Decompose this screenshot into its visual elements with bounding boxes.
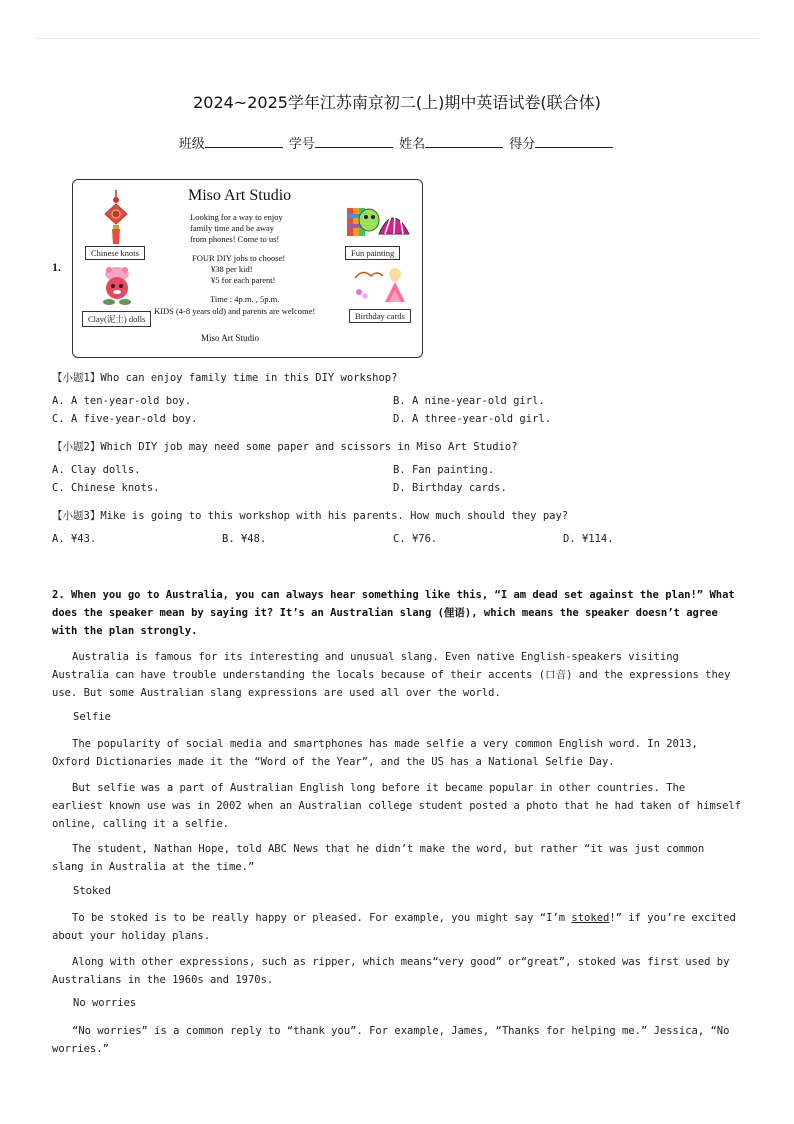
poster-kid-price: ¥38 per kid! [211, 264, 253, 274]
poster-intro-line-3: from phones! Come to us! [190, 234, 280, 244]
question-2-intro: 2. When you go to Australia, you can always hear something like this, “I am dead set against the plan!” What does the speaker mean by saying it? It’s an Australian slang (俚语), which means the speaker doesn’t agree with the plan strongly. [52, 589, 735, 637]
chinese-knot-image [101, 190, 131, 246]
class-field[interactable]: 班级 [179, 133, 285, 152]
subquestion-2-option-b[interactable]: B. Fan painting. [393, 464, 495, 476]
poster-footer: Miso Art Studio [201, 333, 260, 343]
poster-kids-welcome: KIDS (4-8 years old) and parents are welcome! [154, 306, 316, 316]
label-clay-dolls: Clay(泥土) dolls [82, 311, 151, 327]
underlined-word-stoked: stoked [571, 912, 610, 924]
section-heading-selfie: Selfie [73, 711, 111, 723]
subquestion-2-option-a[interactable]: A. Clay dolls. [52, 464, 141, 476]
subquestion-2-option-d[interactable]: D. Birthday cards. [393, 482, 507, 494]
passage-paragraph-5: To be stoked is to be really happy or pleased. For example, you might say “I’m stoked!” if you’re excited about your holiday plans. [52, 912, 736, 942]
label-birthday-cards: Birthday cards [349, 309, 411, 323]
subquestion-1-stem: 【小题1】Who can enjoy family time in this DIY workshop? [52, 372, 398, 384]
subquestion-2-option-c[interactable]: C. Chinese knots. [52, 482, 160, 494]
name-field[interactable]: 姓名 [399, 133, 505, 152]
question-1-number: 1. [52, 260, 61, 274]
passage-paragraph-7: “No worries” is a common reply to “thank you”. For example, James, “Thanks for helping me.” Jessica, “No worries.” [52, 1025, 730, 1055]
subquestion-3-option-d[interactable]: D. ¥114. [563, 533, 614, 545]
subquestion-3-stem: 【小题3】Mike is going to this workshop with his parents. How much should they pay? [52, 510, 569, 522]
student-id-field[interactable]: 学号 [289, 133, 395, 152]
top-divider [36, 38, 758, 39]
poster-time: Time : 4p.m. , 5p.m. [210, 294, 280, 304]
fun-painting-image [345, 204, 411, 240]
passage-paragraph-3: But selfie was a part of Australian English long before it became popular in other countries. The earliest known use was in 2002 when an Australian college student posted a photo that he had taken of himself online, calling it a selfie. [52, 782, 742, 830]
subquestion-1-option-b[interactable]: B. A nine-year-old girl. [393, 395, 545, 407]
subquestion-3-option-a[interactable]: A. ¥43. [52, 533, 97, 545]
poster-miso-art-studio [72, 179, 423, 358]
section-heading-no-worries: No worries [73, 997, 137, 1009]
student-info-line [0, 133, 794, 152]
subquestion-1-option-d[interactable]: D. A three-year-old girl. [393, 413, 552, 425]
passage-paragraph-2: The popularity of social media and smartphones has made selfie a very common English word. In 2013, Oxford Dictionaries made it the “Word of the Year”, and the US has a National Selfie Day. [52, 738, 698, 768]
poster-intro-line-2: family time and be away [190, 223, 275, 233]
subquestion-3-option-c[interactable]: C. ¥76. [393, 533, 438, 545]
poster-jobs-line: FOUR DIY jobs to choose! [192, 253, 286, 263]
poster-intro-line-1: Looking for a way to enjoy [190, 212, 283, 222]
poster-title: Miso Art Studio [188, 187, 292, 204]
passage-paragraph-4: The student, Nathan Hope, told ABC News that he didn’t make the word, but rather “it was just common slang in Australia at the time.” [52, 843, 705, 873]
label-fun-painting: Fun painting [345, 246, 400, 260]
subquestion-2-stem: 【小题2】Which DIY job may need some paper and scissors in Miso Art Studio? [52, 441, 518, 453]
passage-paragraph-6: Along with other expressions, such as ripper, which means“very good” or“great”, stoked was first used by Australians in the 1960s and 1970s. [52, 956, 730, 986]
label-chinese-knots: Chinese knots [85, 246, 145, 260]
birthday-card-image [353, 266, 409, 304]
subquestion-1-option-a[interactable]: A. A ten-year-old boy. [52, 395, 192, 407]
section-heading-stoked: Stoked [73, 885, 111, 897]
passage-paragraph-1: Australia is famous for its interesting and unusual slang. Even native English-speakers visiting Australia can have trouble understanding the locals because of their accents (口音) and the expressions they use. But some Australian slang expressions are used all over the world. [52, 651, 731, 699]
poster-parent-price: ¥5 for each parent! [211, 275, 276, 285]
subquestion-1-option-c[interactable]: C. A five-year-old boy. [52, 413, 198, 425]
page-title: 2024~2025学年江苏南京初二(上)期中英语试卷(联合体) [193, 93, 601, 112]
score-field[interactable]: 得分 [509, 133, 615, 152]
subquestion-3-option-b[interactable]: B. ¥48. [222, 533, 267, 545]
clay-doll-image [99, 264, 135, 306]
